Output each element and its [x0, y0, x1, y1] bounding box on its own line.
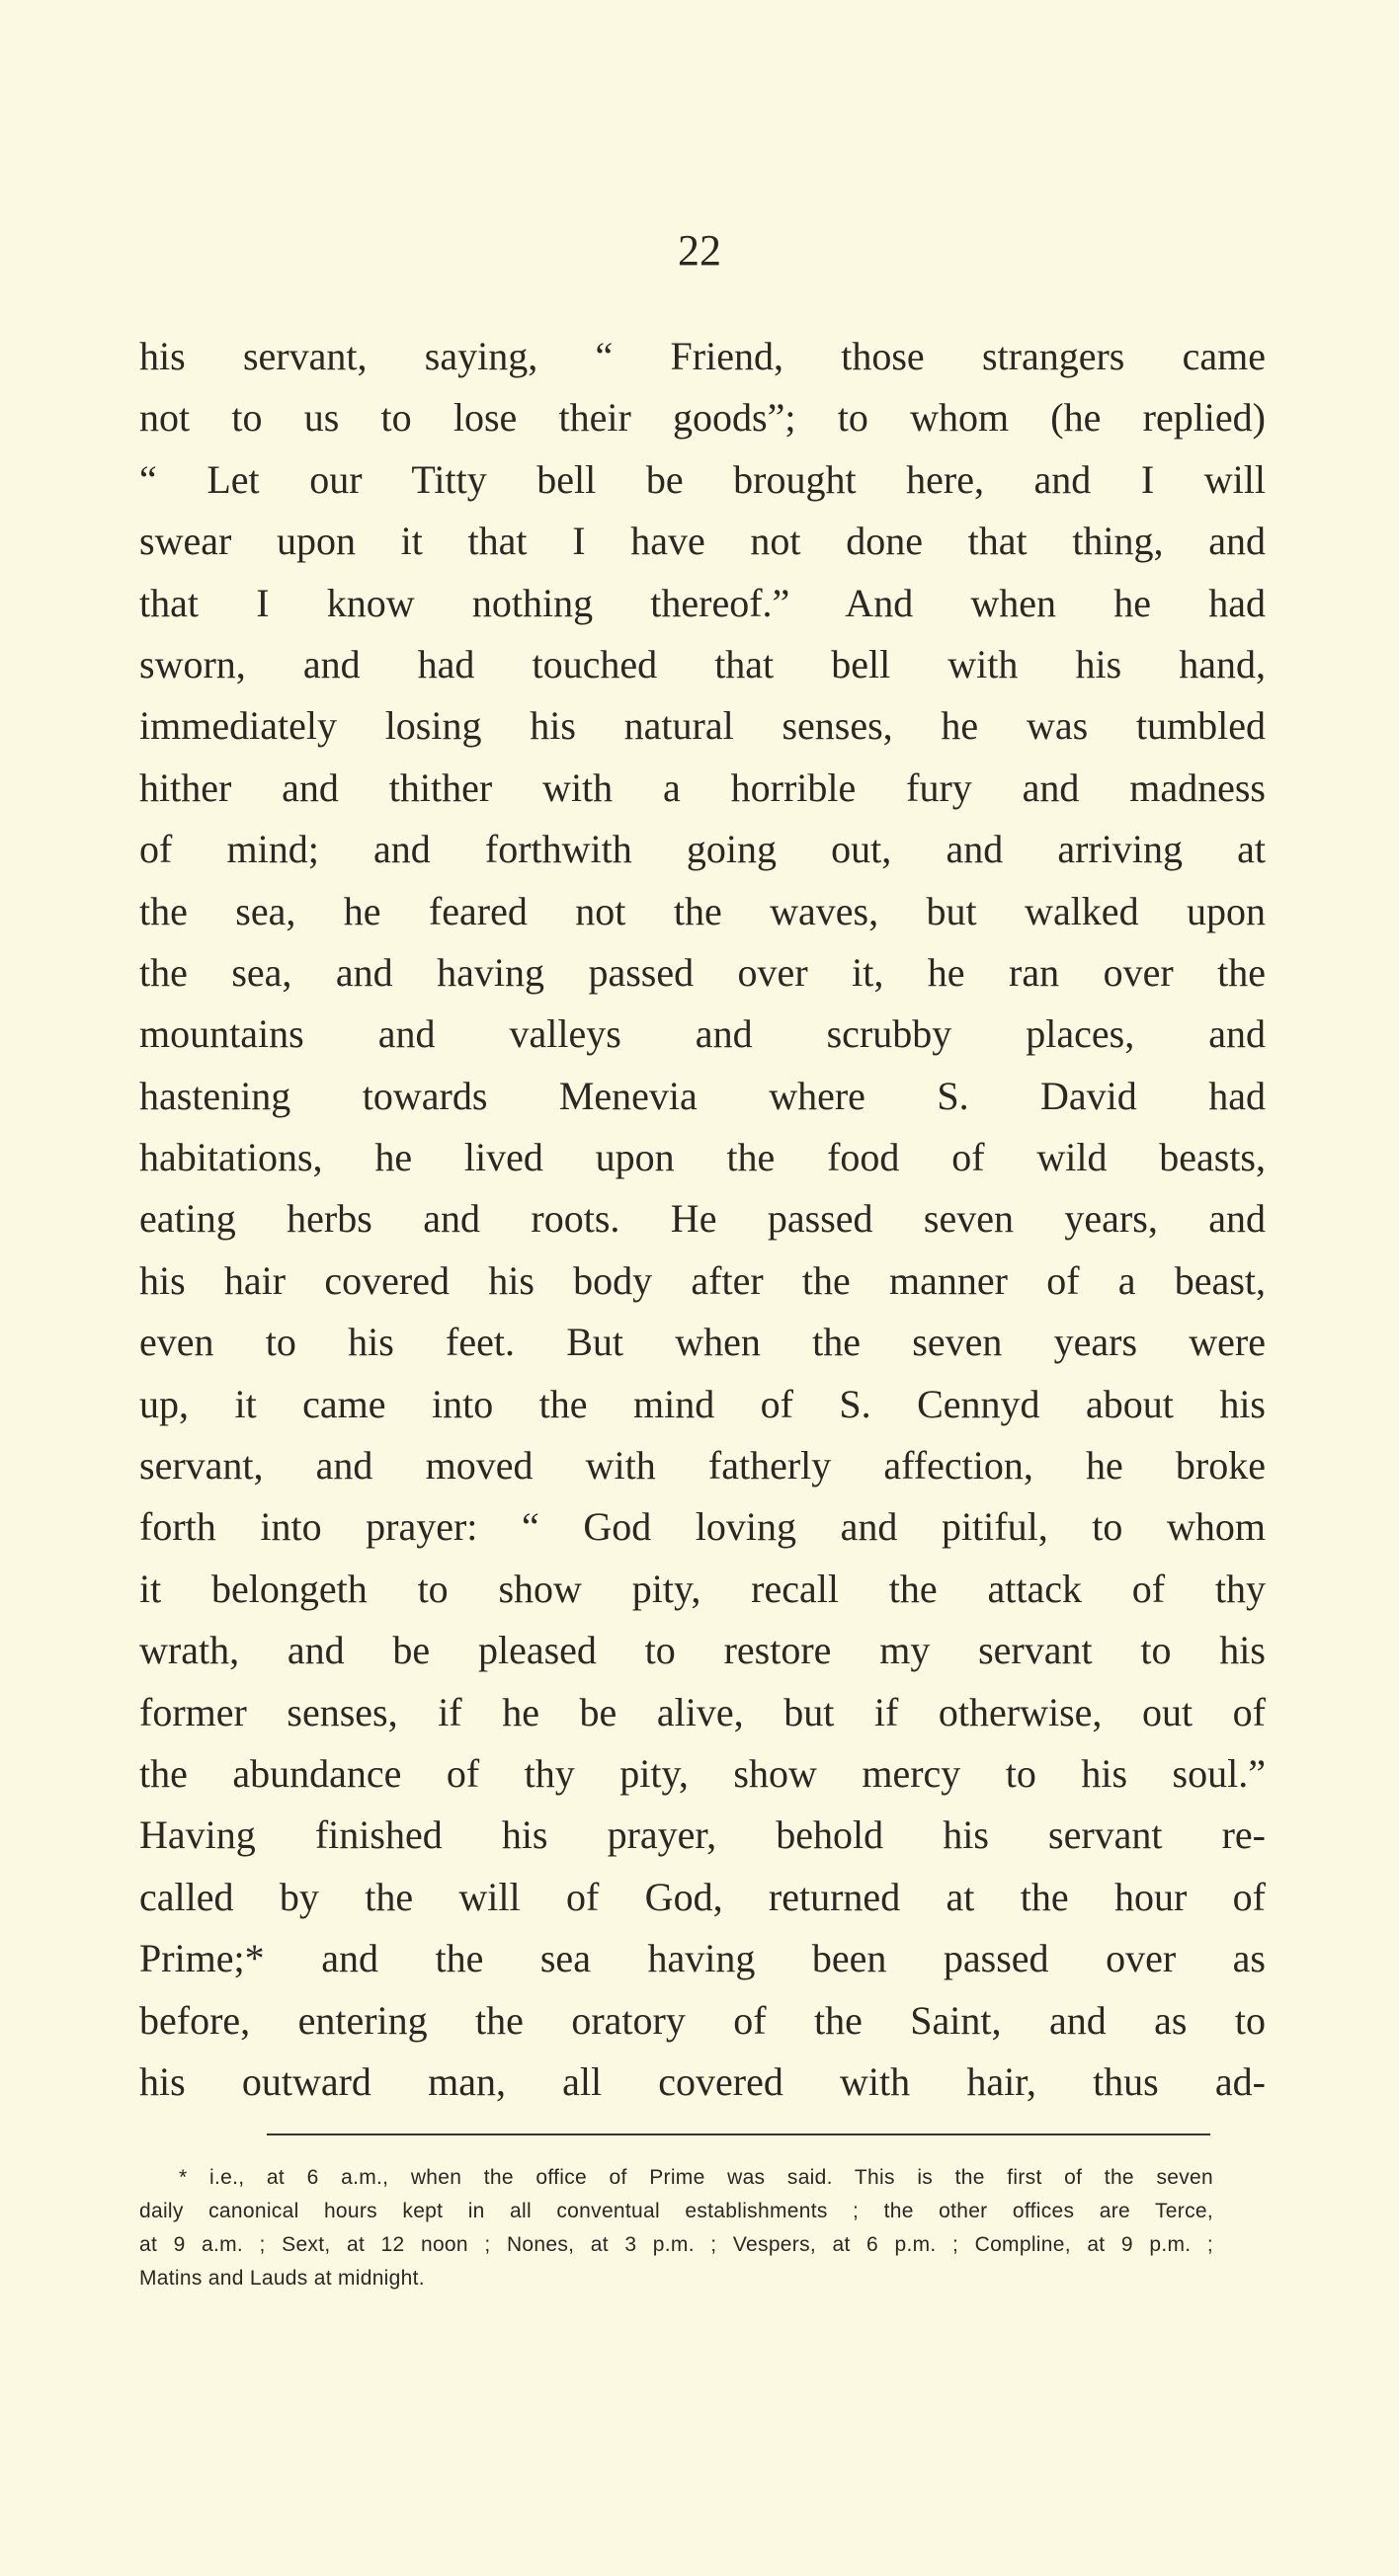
text-line: before, entering the oratory of the Saint, and as to [139, 1997, 1266, 2043]
text-line: wrath, and be pleased to restore my servant to his [139, 1628, 1266, 1673]
text-line: sworn, and had touched that bell with his hand, [139, 641, 1266, 686]
text-line: Having finished his prayer, behold his servant re- [139, 1812, 1266, 1858]
text-line: the abundance of thy pity, show mercy to his soul.” [139, 1750, 1266, 1796]
text-line: swear upon it that I have not done that thing, and [139, 519, 1266, 564]
text-line: servant, and moved with fatherly affection, he broke [139, 1443, 1266, 1489]
text-line: his hair covered his body after the manner of a beast, [139, 1257, 1266, 1303]
text-line: that I know nothing thereof.” And when he had [139, 580, 1266, 625]
text-line: his servant, saying, “ Friend, those strangers came [139, 334, 1266, 378]
text-line: hither and thither with a horrible fury and madness [139, 765, 1266, 810]
text-line: habitations, he lived upon the food of wild beasts, [139, 1135, 1266, 1180]
text-line: “ Let our Titty bell be brought here, and I will [139, 456, 1266, 502]
text-line: former senses, if he be alive, but if otherwise, out of [139, 1689, 1266, 1734]
text-line: even to his feet. But when the seven years were [139, 1320, 1266, 1365]
text-line: called by the will of God, returned at the hour of [139, 1874, 1266, 1919]
footnote-line: daily canonical hours kept in all conventual establishments ; the other offices are Terce, [139, 2200, 1213, 2222]
text-line: his outward man, all covered with hair, thus ad- [139, 2058, 1266, 2104]
text-line: forth into prayer: “ God loving and pitiful, to whom [139, 1504, 1266, 1550]
text-line: mountains and valleys and scrubby places, and [139, 1011, 1266, 1057]
text-line: immediately losing his natural senses, he was tumbled [139, 703, 1266, 749]
text-line: the sea, and having passed over it, he ran over the [139, 949, 1266, 995]
text-line: the sea, he feared not the waves, but walked upon [139, 888, 1266, 933]
footnote-line: Matins and Lauds at midnight. [139, 2267, 425, 2290]
text-line: not to us to lose their goods”; to whom (he replied) [139, 395, 1266, 441]
text-line: Prime;* and the sea having been passed over as [139, 1936, 1266, 1981]
footnote-line: at 9 a.m. ; Sext, at 12 noon ; Nones, at 3 p.m. ; Vespers, at 6 p.m. ; Compline, at 9 p.m. ; [139, 2233, 1213, 2256]
page-number: 22 [678, 226, 721, 275]
text-line: of mind; and forthwith going out, and arriving at [139, 827, 1266, 872]
footnote-rule [267, 2133, 1210, 2135]
text-line: hastening towards Menevia where S. David had [139, 1073, 1266, 1118]
text-line: eating herbs and roots. He passed seven years, and [139, 1196, 1266, 1242]
body-text [139, 326, 1266, 2113]
text-line: up, it came into the mind of S. Cennyd about his [139, 1381, 1266, 1426]
footnote [139, 2161, 1213, 2295]
footnote-line: * i.e., at 6 a.m., when the office of Prime was said. This is the first of the seven [179, 2166, 1213, 2189]
text-line: it belongeth to show pity, recall the attack of thy [139, 1566, 1266, 1611]
